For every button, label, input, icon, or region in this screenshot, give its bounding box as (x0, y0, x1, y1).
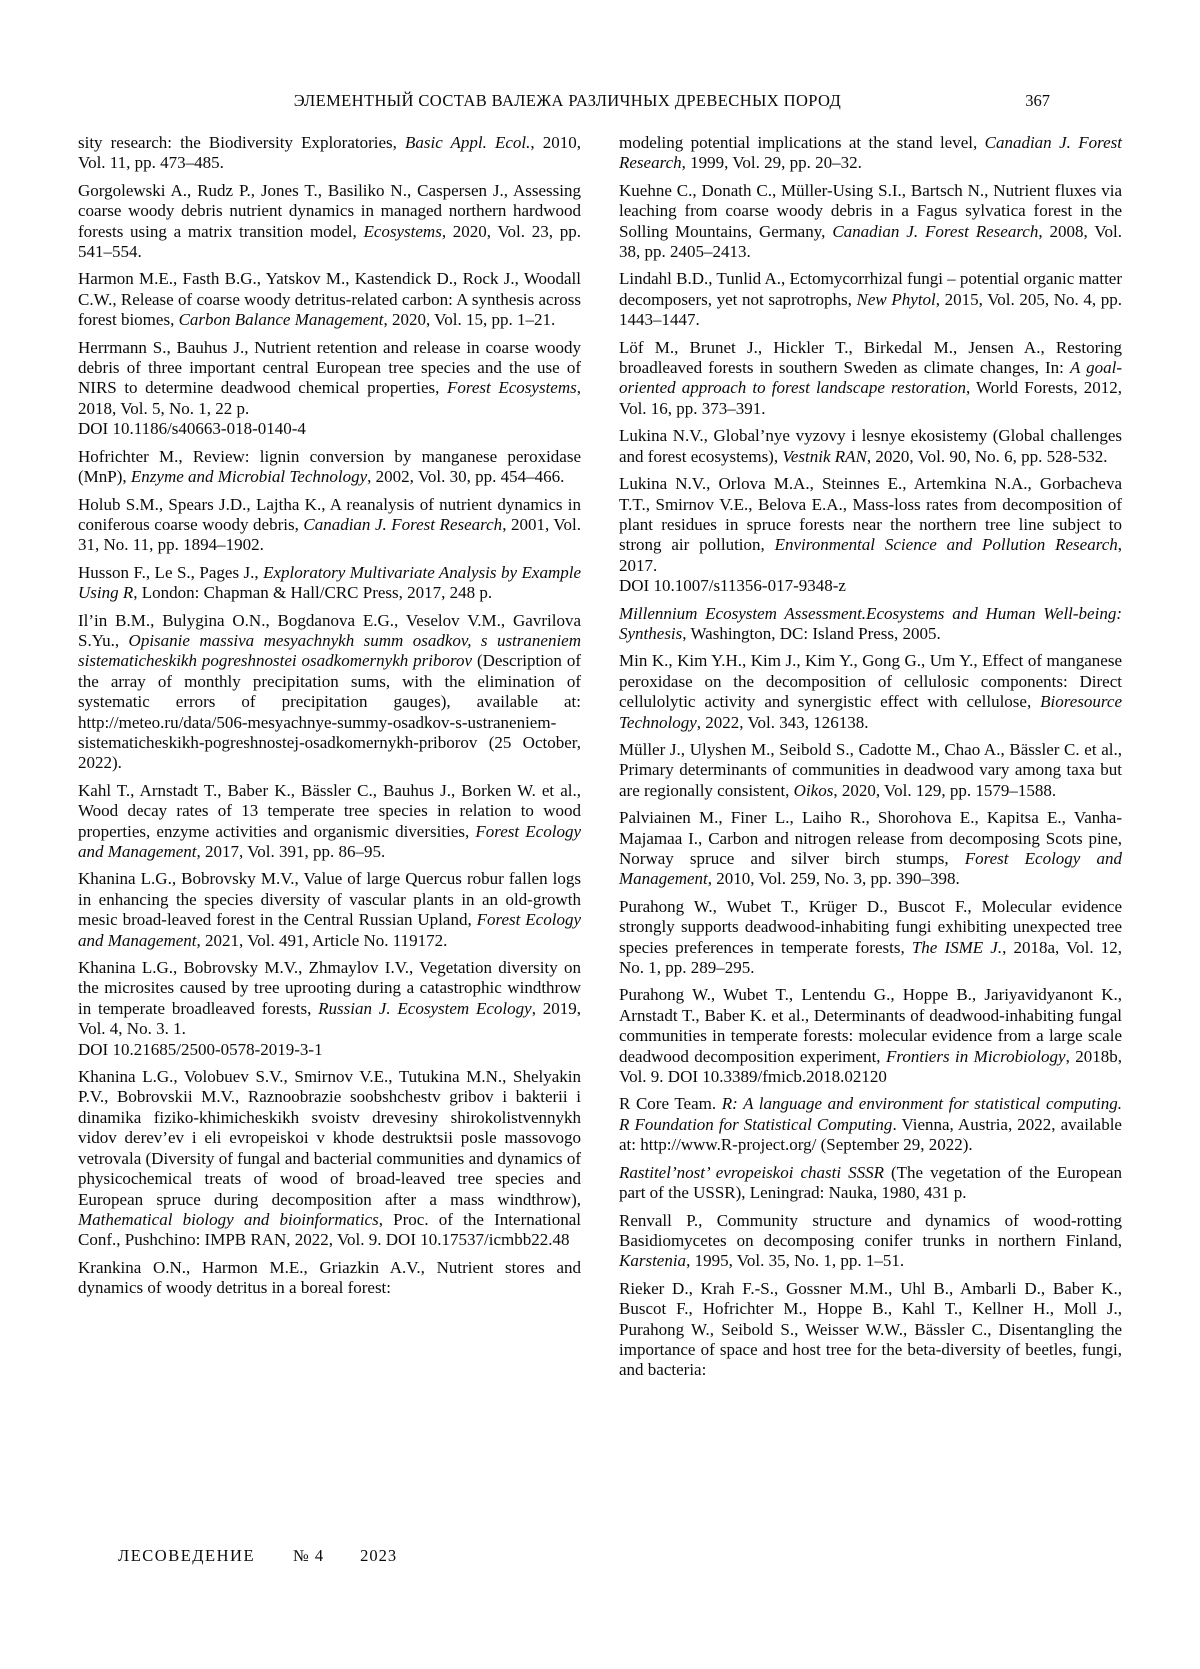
reference-entry: Khanina L.G., Volobuev S.V., Smirnov V.E., Tutukina M.N., Shelyakin P.V., Bobrovskii M.V., Raznoobrazie soobshchestv gribov i bakterii i dinamika fiziko-khimicheskikh svoistv drevesiny shirokolistvennykh vidov derev’ev i eli evropeiskoi v khode destruktsii posle massovogo vetrovala (Diversity of fungal and bacterial communities and dynamics of physicochemical treats of wood of broad-leaved tree species and European spruce during decomposition after a mass windthrow), Mathematical biology and bioinformatics, Proc. of the International Conf., Pushchino: IMPB RAN, 2022, Vol. 9. DOI 10.17537/icmbb22.48 (78, 1067, 581, 1250)
reference-entry: Rieker D., Krah F.-S., Gossner M.M., Uhl B., Ambarli D., Baber K., Buscot F., Hofrichter M., Hoppe B., Kahl T., Kellner H., Moll J., Purahong W., Seibold S., Weisser W.W., Bässler C., Disentangling the importance of space and host tree for the beta-diversity of beetles, fungi, and bacteria: (619, 1278, 1122, 1380)
reference-entry: Kahl T., Arnstadt T., Baber K., Bässler C., Bauhus J., Borken W. et al., Wood decay rates of 13 temperate tree species in relation to wood properties, enzyme activities and organismic diversities, Forest Ecology and Management, 2017, Vol. 391, pp. 86–95. (78, 780, 581, 861)
reference-entry: R Core Team. R: A language and environment for statistical computing. R Foundation for Statistical Computing. Vienna, Austria, 2022, available at: http://www.R-project.org/ (September 29, 2022). (619, 1094, 1122, 1155)
page-number: 367 (1025, 91, 1050, 110)
footer-year: 2023 (360, 1546, 398, 1565)
running-head-title: ЭЛЕМЕНТНЫЙ СОСТАВ ВАЛЕЖА РАЗЛИЧНЫХ ДРЕВЕСНЫХ ПОРОД (293, 91, 842, 110)
reference-entry: Husson F., Le S., Pages J., Exploratory Multivariate Analysis by Example Using R, London: Chapman & Hall/CRC Press, 2017, 248 p. (78, 562, 581, 603)
reference-entry: modeling potential implications at the stand level, Canadian J. Forest Research, 1999, Vol. 29, pp. 20–32. (619, 133, 1122, 173)
right-column (619, 133, 1122, 1388)
left-column (78, 133, 581, 1388)
reference-entry: Purahong W., Wubet T., Krüger D., Buscot F., Molecular evidence strongly supports deadwood-inhabiting fungi exhibiting unexpected tree species preferences in temperate forests, The ISME J., 2018a, Vol. 12, No. 1, pp. 289–295. (619, 896, 1122, 978)
footer-issue-number: № 4 (293, 1546, 325, 1565)
reference-entry: Renvall P., Community structure and dynamics of wood-rotting Basidiomycetes on decomposing conifer trunks in northern Finland, Karstenia, 1995, Vol. 35, No. 1, pp. 1–51. (619, 1210, 1122, 1271)
reference-entry: Palviainen M., Finer L., Laiho R., Shorohova E., Kapitsa E., Vanha-Majamaa I., Carbon and nitrogen release from decomposing Scots pine, Norway spruce and silver birch stumps, Forest Ecology and Management, 2010, Vol. 259, No. 3, pp. 390–398. (619, 808, 1122, 889)
reference-entry: Hofrichter M., Review: lignin conversion by manganese peroxidase (MnP), Enzyme and Microbial Technology, 2002, Vol. 30, pp. 454–466. (78, 446, 581, 487)
reference-entry: Min K., Kim Y.H., Kim J., Kim Y., Gong G., Um Y., Effect of manganese peroxidase on the decomposition of cellulosic components: Direct cellulolytic activity and synergistic effect with cellulose, Bioresource Technology, 2022, Vol. 343, 126138. (619, 651, 1122, 732)
reference-entry: Holub S.M., Spears J.D., Lajtha K., A reanalysis of nutrient dynamics in coniferous coarse woody debris, Canadian J. Forest Research, 2001, Vol. 31, No. 11, pp. 1894–1902. (78, 494, 581, 555)
footer-journal-name: ЛЕСОВЕДЕНИЕ (118, 1546, 256, 1565)
reference-entry: Khanina L.G., Bobrovsky M.V., Value of large Quercus robur fallen logs in enhancing the species diversity of vascular plants in an old-growth mesic broad-leaved forest in the Central Russian Upland, Forest Ecology and Management, 2021, Vol. 491, Article No. 119172. (78, 869, 581, 950)
reference-entry: Purahong W., Wubet T., Lentendu G., Hoppe B., Jariyavidyanont K., Arnstadt T., Baber K. et al., Determinants of deadwood-inhabiting fungal communities in temperate forests: molecular evidence from a large scale deadwood decomposition experiment, Frontiers in Microbiology, 2018b, Vol. 9. DOI 10.3389/fmicb.2018.02120 (619, 985, 1123, 1087)
reference-entry: sity research: the Biodiversity Exploratories, Basic Appl. Ecol., 2010, Vol. 11, pp. 473–485. (78, 133, 581, 173)
references-section (78, 133, 1122, 1388)
reference-entry: Kuehne C., Donath C., Müller-Using S.I., Bartsch N., Nutrient fluxes via leaching from coarse woody debris in a Fagus sylvatica forest in the Solling Mountains, Germany, Canadian J. Forest Research, 2008, Vol. 38, pp. 2405–2413. (619, 180, 1122, 262)
reference-entry: Il’in B.M., Bulygina O.N., Bogdanova E.G., Veselov V.M., Gavrilova S.Yu., Opisanie massiva mesyachnykh summ osadkov, s ustraneniem sistematicheskikh pogreshnostei osadkomernykh priborov (Description of the array of monthly precipitation sums, with the elimination of systematic errors of precipitation gauges), available at: http://meteo.ru/data/506-mesyachnye-summy-osadkov-s-ustraneniem-sistematicheskikh-pogreshnostej-osadkomernykh-priborov (25 October, 2022). (78, 610, 581, 773)
reference-entry: Harmon M.E., Fasth B.G., Yatskov M., Kastendick D., Rock J., Woodall C.W., Release of coarse woody detritus-related carbon: A synthesis across forest biomes, Carbon Balance Management, 2020, Vol. 15, pp. 1–21. (78, 269, 581, 330)
reference-entry: Khanina L.G., Bobrovsky M.V., Zhmaylov I.V., Vegetation diversity on the microsites caused by tree uprooting during a catastrophic windthrow in temperate broadleaved forests, Russian J. Ecosystem Ecology, 2019, Vol. 4, No. 3. 1. DOI 10.21685/2500-0578-2019-3-1 (78, 958, 582, 1059)
reference-entry: Millennium Ecosystem Assessment.Ecosystems and Human Well-being: Synthesis, Washington, DC: Island Press, 2005. (619, 603, 1122, 643)
reference-entry: Müller J., Ulyshen M., Seibold S., Cadotte M., Chao A., Bässler C. et al., Primary determinants of communities in deadwood vary among taxa but are regionally consistent, Oikos, 2020, Vol. 129, pp. 1579–1588. (619, 739, 1122, 800)
reference-entry: Gorgolewski A., Rudz P., Jones T., Basiliko N., Caspersen J., Assessing coarse woody debris nutrient dynamics in managed northern hardwood forests using a matrix transition model, Ecosystems, 2020, Vol. 23, pp. 541–554. (78, 180, 581, 262)
reference-entry: Lukina N.V., Orlova M.A., Steinnes E., Artemkina N.A., Gorbacheva T.T., Smirnov V.E., Belova E.A., Mass-loss rates from decomposition of plant residues in spruce forests near the northern tree line subject to strong air pollution, Environmental Science and Pollution Research, 2017. DOI 10.1007/s11356-017-9348-z (619, 474, 1122, 596)
reference-entry: Löf M., Brunet J., Hickler T., Birkedal M., Jensen A., Restoring broadleaved forests in southern Sweden as climate changes, In: A goal-oriented approach to forest landscape restoration, World Forests, 2012, Vol. 16, pp. 373–391. (619, 337, 1122, 418)
reference-entry: Lukina N.V., Global’nye vyzovy i lesnye ekosistemy (Global challenges and forest ecosystems), Vestnik RAN, 2020, Vol. 90, No. 6, pp. 528-532. (619, 426, 1122, 466)
reference-entry: Lindahl B.D., Tunlid A., Ectomycorrhizal fungi – potential organic matter decomposers, yet not saprotrophs, New Phytol, 2015, Vol. 205, No. 4, pp. 1443–1447. (619, 269, 1122, 330)
page-footer (118, 1546, 397, 1566)
reference-entry: Herrmann S., Bauhus J., Nutrient retention and release in coarse woody debris of three important central European tree species and the use of NIRS to determine deadwood chemical properties, Forest Ecosystems, 2018, Vol. 5, No. 1, 22 p. DOI 10.1186/s40663-018-0140-4 (78, 337, 581, 439)
reference-entry: Rastitel’nost’ evropeiskoi chasti SSSR (The vegetation of the European part of the USSR), Leningrad: Nauka, 1980, 431 p. (619, 1162, 1123, 1203)
reference-entry: Krankina O.N., Harmon M.E., Griazkin A.V., Nutrient stores and dynamics of woody detritus in a boreal forest: (78, 1257, 581, 1298)
